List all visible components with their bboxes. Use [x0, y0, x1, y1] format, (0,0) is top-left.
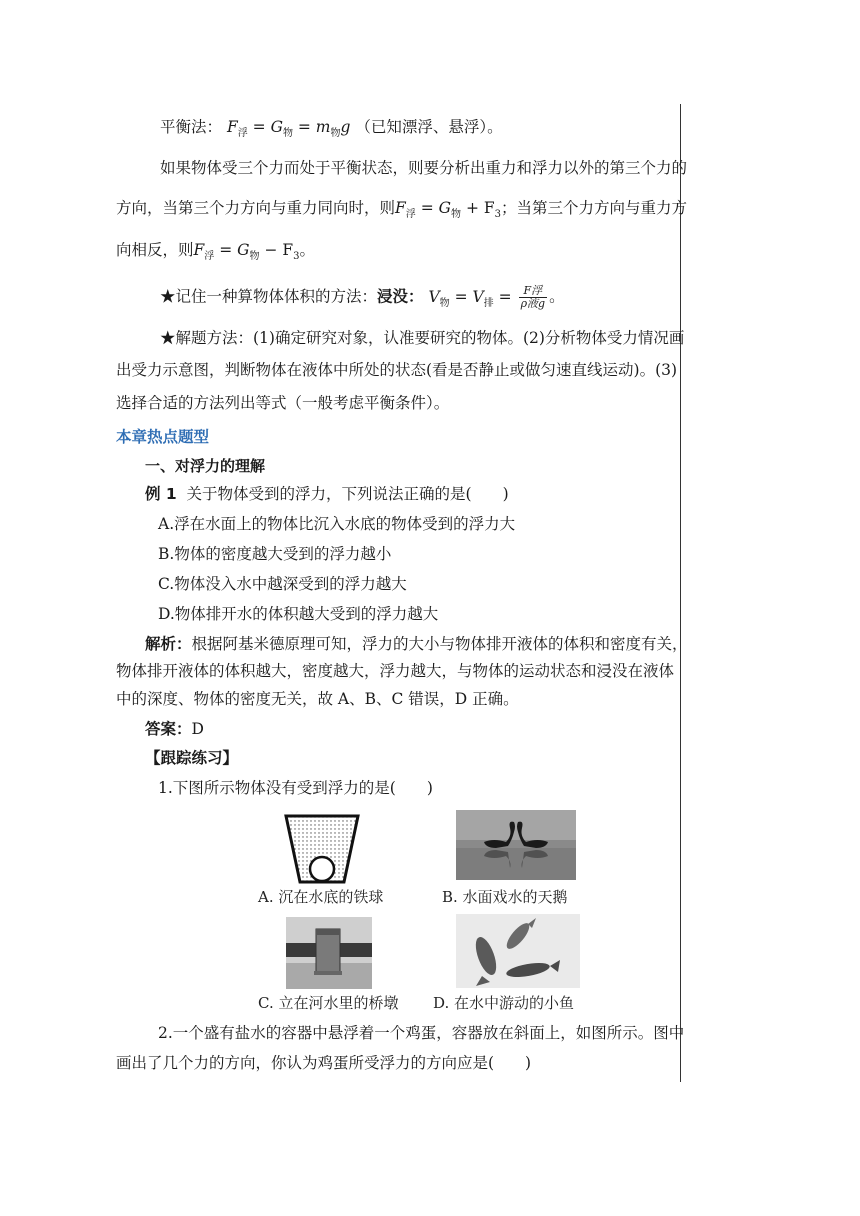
option-d: D.物体排开水的体积越大受到的浮力越大 [158, 605, 439, 623]
solve-method-line1: ★解题方法：(1)确定研究对象，认准要研究的物体。(2)分析物体受力情况画 [160, 329, 685, 347]
solve-method-line2: 出受力示意图，判断物体在液体中所处的状态(看是否静止或做匀速直线运动)。(3) [116, 361, 678, 379]
caption-d: D. 在水中游动的小鱼 [433, 994, 575, 1012]
analysis-line3: 中的深度、物体的密度无关，故 A、B、C 错误，D 正确。 [116, 690, 519, 708]
figure-d-fish [456, 914, 580, 988]
right-margin-line [680, 104, 681, 1082]
volume-method: ★记住一种算物体体积的方法：浸没： $V_物 = V_排$ = $\frac{\text{F浮}}{\text{ρ液g}}$ 。 [160, 284, 565, 310]
figure-a-iron-ball [282, 812, 362, 884]
subsection-title: 一、对浮力的理解 [145, 457, 266, 475]
three-force-line1: 如果物体受三个力而处于平衡状态，则要分析出重力和浮力以外的第三个力的 [160, 159, 688, 177]
practice-title: 【跟踪练习】 [145, 749, 239, 767]
practice-q1: 1.下图所示物体没有受到浮力的是( ) [158, 779, 433, 797]
figure-c-bridge-pier [286, 917, 372, 989]
balance-formula: $F_浮 = G_物 = m_物g$ [226, 118, 351, 139]
practice-q2-line2: 画出了几个力的方向，你认为鸡蛋所受浮力的方向应是( ) [116, 1054, 532, 1072]
three-force-line2: 方向，当第三个力方向与重力同向时，则$F_浮 = G_物 + F_3$；当第三个力方向与重力方 [116, 199, 688, 220]
example1-question: 例 1 关于物体受到的浮力，下列说法正确的是( ) [145, 485, 509, 503]
analysis-line2: 物体排开液体的体积越大，密度越大，浮力越大，与物体的运动状态和浸没在液体 [116, 662, 675, 680]
option-b: B.物体的密度越大受到的浮力越小 [158, 545, 392, 563]
caption-c: C. 立在河水里的桥墩 [258, 994, 399, 1012]
section-title: 本章热点题型 [116, 428, 210, 446]
volume-fraction: $\frac{\text{F浮}}{\text{ρ液g}}$ [520, 284, 546, 310]
option-a: A.浮在水面上的物体比沉入水底的物体受到的浮力大 [158, 515, 516, 533]
figure-b-swans [456, 810, 576, 880]
practice-q2-line1: 2.一个盛有盐水的容器中悬浮着一个鸡蛋，容器放在斜面上，如图所示。图中 [158, 1024, 685, 1042]
caption-a: A. 沉在水底的铁球 [258, 888, 384, 906]
balance-label: 平衡法： [160, 118, 223, 136]
option-c: C.物体没入水中越深受到的浮力越大 [158, 575, 407, 593]
answer: 答案：D [145, 720, 204, 738]
analysis-line1: 解析：根据阿基米德原理可知，浮力的大小与物体排开液体的体积和密度有关， [145, 635, 688, 653]
three-force-line3: 向相反，则$F_浮 = G_物 - F_3$。 [116, 241, 316, 262]
caption-b: B. 水面戏水的天鹅 [442, 888, 568, 906]
balance-note: （已知漂浮、悬浮）。 [355, 118, 503, 136]
balance-method [160, 117, 503, 140]
iron-ball [310, 857, 334, 881]
solve-method-line3: 选择合适的方法列出等式（一般考虑平衡条件）。 [116, 394, 450, 412]
